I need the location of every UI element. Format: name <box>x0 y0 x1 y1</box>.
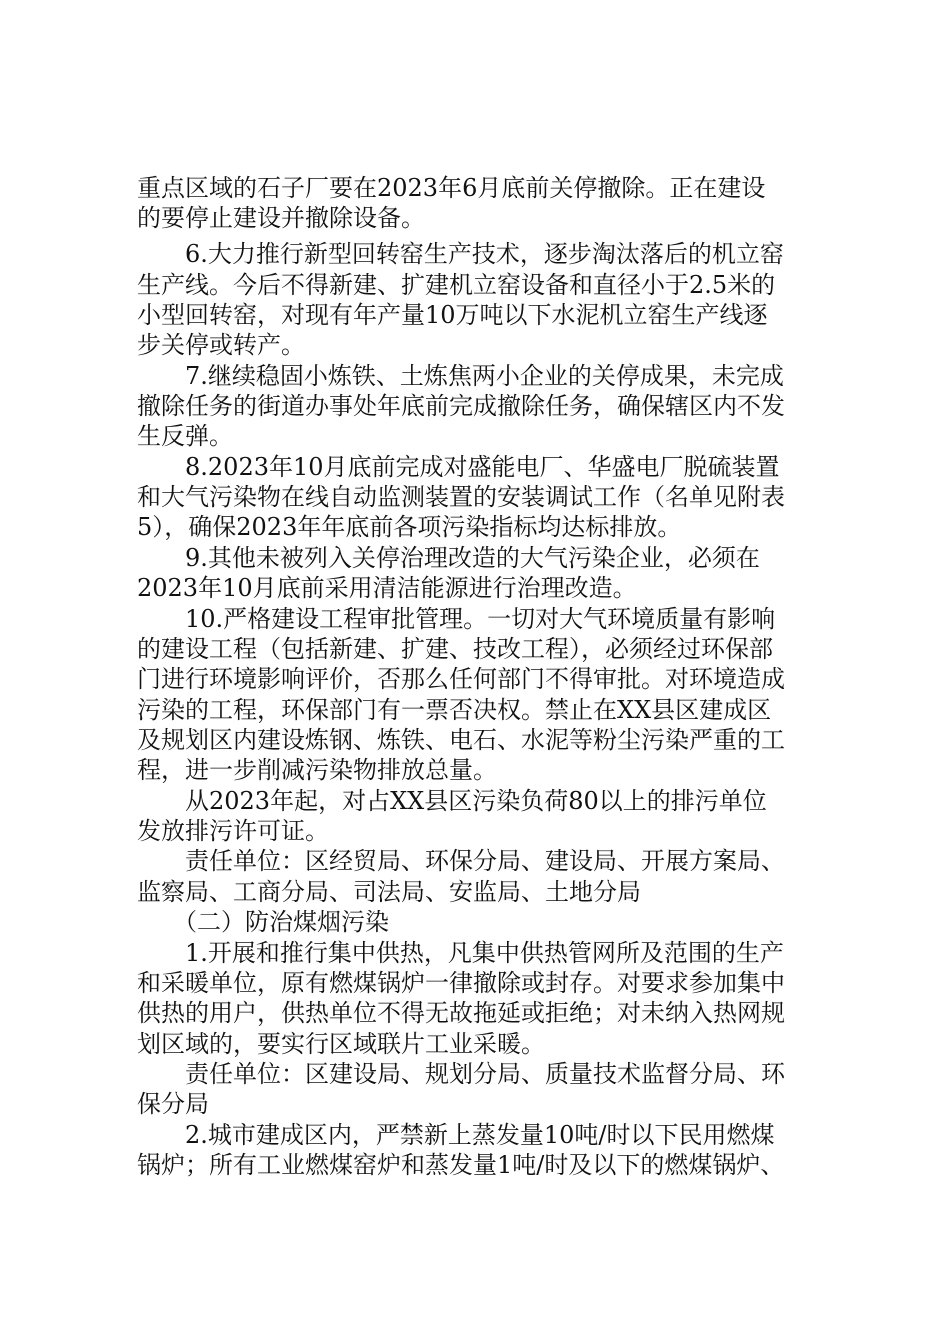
text-line: 责任单位：区经贸局、环保分局、建设局、开展方案局、 <box>185 847 785 875</box>
section-heading: （二）防治煤烟污染 <box>173 908 389 936</box>
text-line: 发放排污许可证。 <box>137 817 329 845</box>
text-line: 供热的用户，供热单位不得无故拖延或拒绝；对未纳入热网规 <box>137 999 785 1027</box>
text-line: 小型回转窑，对现有年产量10万吨以下水泥机立窑生产线逐 <box>137 301 768 329</box>
text-line: 保分局 <box>137 1090 209 1118</box>
text-line: 7.继续稳固小炼铁、土炼焦两小企业的关停成果，未完成 <box>185 362 784 390</box>
text-line: 的要停止建设并撤除设备。 <box>137 204 425 232</box>
text-line: 从2023年起，对占XX县区污染负荷80以上的排污单位 <box>185 787 767 815</box>
text-line: 步关停或转产。 <box>137 331 305 359</box>
text-line: 9.其他未被列入关停治理改造的大气污染企业，必须在 <box>185 544 760 572</box>
text-line: 重点区域的石子厂要在2023年6月底前关停撤除。正在建设 <box>137 174 766 202</box>
text-line: 2023年10月底前采用清洁能源进行治理改造。 <box>137 574 637 602</box>
text-line: 8.2023年10月底前完成对盛能电厂、华盛电厂脱硫装置 <box>185 453 780 481</box>
text-line: 6.大力推行新型回转窑生产技术，逐步淘汰落后的机立窑 <box>185 240 784 268</box>
text-line: 1.开展和推行集中供热，凡集中供热管网所及范围的生产 <box>185 939 784 967</box>
text-line: 撤除任务的街道办事处年底前完成撤除任务，确保辖区内不发 <box>137 392 785 420</box>
text-line: 污染的工程，环保部门有一票否决权。禁止在XX县区建成区 <box>137 696 772 724</box>
text-line: 程，进一步削减污染物排放总量。 <box>137 756 497 784</box>
text-line: 监察局、工商分局、司法局、安监局、土地分局 <box>137 878 641 906</box>
text-line: 2.城市建成区内，严禁新上蒸发量10吨/时以下民用燃煤 <box>185 1121 775 1149</box>
text-line: 生反弹。 <box>137 422 233 450</box>
text-line: 和采暖单位，原有燃煤锅炉一律撤除或封存。对要求参加集中 <box>137 969 785 997</box>
text-line: 及规划区内建设炼钢、炼铁、电石、水泥等粉尘污染严重的工 <box>137 726 785 754</box>
text-line: 锅炉；所有工业燃煤窑炉和蒸发量1吨/时及以下的燃煤锅炉、 <box>137 1151 785 1179</box>
text-line: 划区域的，要实行区域联片工业采暖。 <box>137 1030 545 1058</box>
text-line: 生产线。今后不得新建、扩建机立窑设备和直径小于2.5米的 <box>137 271 776 299</box>
text-line: 门进行环境影响评价，否那么任何部门不得审批。对环境造成 <box>137 665 785 693</box>
text-line: 10.严格建设工程审批管理。一切对大气环境质量有影响 <box>185 605 776 633</box>
text-line: 的建设工程（包括新建、扩建、技改工程），必须经过环保部 <box>137 635 773 663</box>
text-line: 5），确保2023年年底前各项污染指标均达标排放。 <box>137 513 682 541</box>
text-line: 责任单位：区建设局、规划分局、质量技术监督分局、环 <box>185 1060 785 1088</box>
text-line: 和大气污染物在线自动监测装置的安装调试工作（名单见附表 <box>137 483 785 511</box>
